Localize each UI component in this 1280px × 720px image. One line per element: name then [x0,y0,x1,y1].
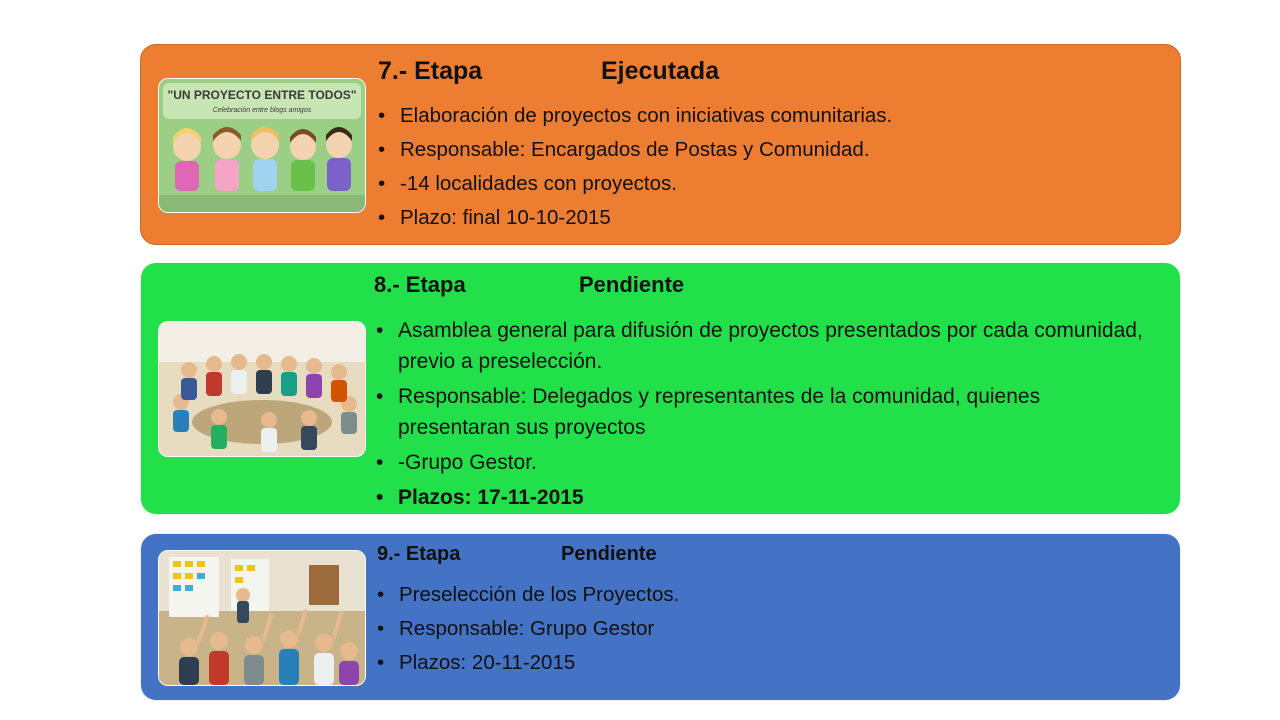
list-item: • Asamblea general para difusión de proyectos presentados por cada comunidad, previo a preselección. [376,315,1156,377]
list-item: • Plazos: 20-11-2015 [377,650,1157,675]
list-item: • -14 localidades con proyectos. [378,171,1158,196]
stage-7-bullets [378,103,1158,239]
stage-8-bullets [376,315,1156,517]
stage-7-title: 7.- Etapa [378,57,483,85]
group-meeting-photo [159,322,365,456]
cartoon-illustration-image [159,79,365,212]
list-item: • Responsable: Grupo Gestor [377,616,1157,641]
stage-8-heading [374,272,685,298]
stage-9-status: Pendiente [561,543,657,565]
stage-7-heading [378,57,720,86]
list-item: • Plazo: final 10-10-2015 [378,205,1158,230]
image-subtitle-text: Celebración entre blogs amigos [212,107,312,114]
stage-9-image [158,550,366,686]
stage-9-bullets [377,582,1157,684]
list-item: • Responsable: Encargados de Postas y Comunidad. [378,137,1158,162]
list-item: • -Grupo Gestor. [376,447,1156,478]
stage-9-heading [377,543,657,566]
list-item: • Plazos: 17-11-2015 [376,482,1156,513]
list-item: • Responsable: Delegados y representantes de la comunidad, quienes presentaran sus proyectos [376,381,1156,443]
stage-7-card [140,44,1181,245]
stage-9-title: 9.- Etapa [377,543,461,565]
stage-8-status: Pendiente [579,272,685,297]
stage-8-title: 8.- Etapa [374,272,466,297]
stage-7-image [158,78,366,213]
workshop-voting-photo [159,551,365,685]
image-title-text: "UN PROYECTO ENTRE TODOS" [167,88,357,102]
stage-8-card [140,262,1181,515]
stage-8-image [158,321,366,457]
stage-9-card [140,533,1181,701]
list-item: • Preselección de los Proyectos. [377,582,1157,607]
list-item: • Elaboración de proyectos con iniciativas comunitarias. [378,103,1158,128]
stage-7-status: Ejecutada [601,57,720,85]
